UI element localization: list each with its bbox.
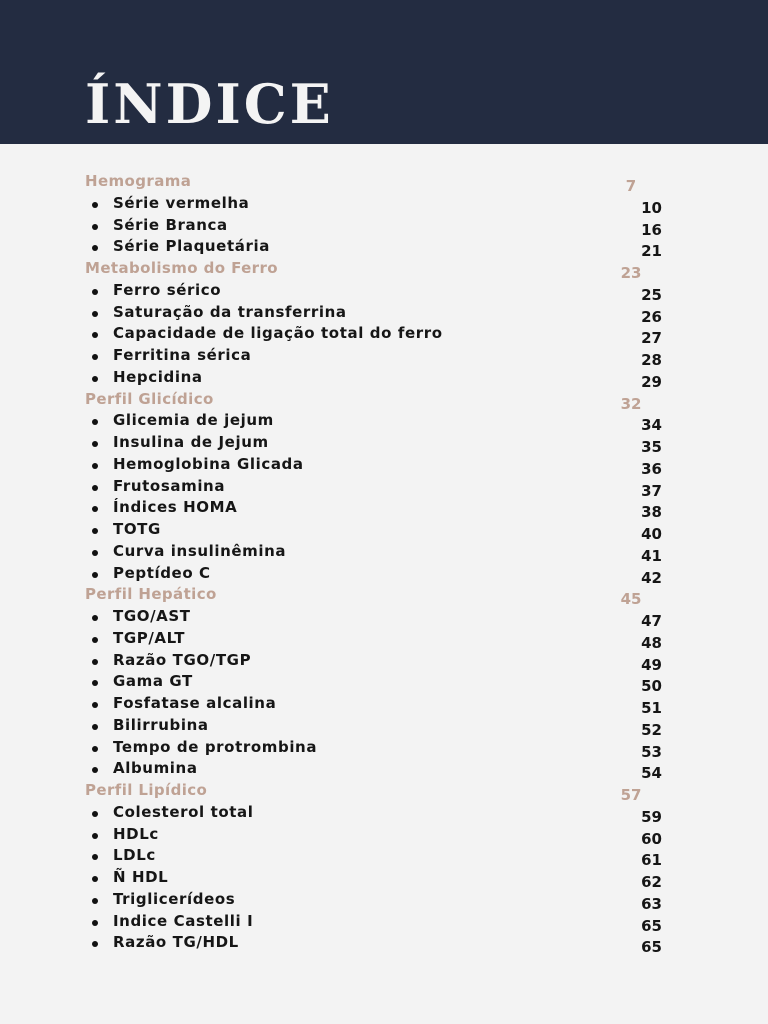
entry-label: Curva insulinêmina bbox=[113, 541, 287, 560]
bullet-icon bbox=[92, 833, 98, 839]
bullet-icon bbox=[92, 724, 98, 730]
bullet-icon bbox=[92, 224, 98, 230]
bullet-icon bbox=[92, 441, 98, 447]
bullet-icon bbox=[92, 746, 98, 752]
entry-page-number: 42 bbox=[641, 568, 662, 587]
entry-label: Albumina bbox=[113, 759, 198, 778]
entry-label: Peptídeo C bbox=[113, 563, 211, 582]
entry-page-number: 59 bbox=[641, 807, 662, 826]
toc-entry[interactable] bbox=[0, 867, 768, 889]
toc-entry[interactable] bbox=[0, 802, 768, 824]
toc-entry[interactable] bbox=[0, 345, 768, 367]
entry-label: TGO/AST bbox=[113, 607, 191, 625]
section-title: Metabolismo do Ferro bbox=[85, 259, 278, 277]
bullet-icon bbox=[92, 550, 98, 556]
entry-page-number: 41 bbox=[641, 546, 662, 565]
entry-label: Triglicerídeos bbox=[113, 889, 236, 908]
bullet-icon bbox=[92, 702, 98, 708]
toc-entry[interactable] bbox=[0, 845, 768, 870]
entry-page-number: 50 bbox=[641, 677, 662, 696]
toc-entry[interactable] bbox=[0, 671, 768, 696]
toc-entry[interactable] bbox=[0, 715, 768, 737]
toc-entry[interactable] bbox=[0, 650, 768, 672]
toc-entry[interactable] bbox=[0, 236, 768, 261]
entry-page-number: 36 bbox=[641, 459, 662, 478]
toc-entry[interactable] bbox=[0, 432, 768, 454]
bullet-icon bbox=[92, 680, 98, 686]
toc-entry[interactable] bbox=[0, 628, 768, 650]
entry-label: Fosfatase alcalina bbox=[113, 694, 277, 712]
entry-page-number: 63 bbox=[641, 894, 662, 913]
page-title: ÍNDICE bbox=[85, 72, 334, 136]
bullet-icon bbox=[92, 528, 98, 534]
toc-section[interactable] bbox=[0, 389, 768, 411]
toc-entry[interactable] bbox=[0, 410, 768, 435]
entry-page-number: 52 bbox=[641, 720, 662, 739]
section-page-number: 32 bbox=[620, 394, 642, 413]
toc-section[interactable] bbox=[0, 584, 768, 609]
section-title: Perfil Lipídico bbox=[85, 781, 208, 799]
bullet-icon bbox=[92, 376, 98, 382]
toc-entry[interactable] bbox=[0, 563, 768, 585]
entry-label: Ñ HDL bbox=[113, 868, 169, 886]
entry-label: Indice Castelli I bbox=[113, 911, 254, 930]
table-of-contents bbox=[0, 171, 768, 957]
toc-entry[interactable] bbox=[0, 824, 768, 846]
bullet-icon bbox=[92, 485, 98, 491]
entry-label: LDLc bbox=[113, 846, 156, 865]
toc-entry[interactable] bbox=[0, 476, 768, 498]
toc-section[interactable] bbox=[0, 258, 768, 280]
entry-label: Série Plaquetária bbox=[113, 237, 270, 256]
toc-entry[interactable] bbox=[0, 367, 768, 389]
toc-entry[interactable] bbox=[0, 302, 768, 324]
entry-label: Glicemia de jejum bbox=[113, 411, 274, 430]
entry-page-number: 21 bbox=[641, 242, 662, 261]
bullet-icon bbox=[92, 637, 98, 643]
bullet-icon bbox=[92, 615, 98, 621]
entry-page-number: 27 bbox=[641, 329, 662, 348]
entry-label: Bilirrubina bbox=[113, 715, 209, 734]
toc-entry[interactable] bbox=[0, 519, 768, 541]
bullet-icon bbox=[92, 506, 98, 512]
entry-label: Colesterol total bbox=[113, 802, 254, 821]
bullet-icon bbox=[92, 311, 98, 317]
section-title: Hemograma bbox=[85, 172, 192, 190]
entry-page-number: 35 bbox=[641, 438, 662, 456]
entry-label: Série Branca bbox=[113, 215, 228, 234]
bullet-icon bbox=[92, 419, 98, 425]
entry-label: Hepcidina bbox=[113, 367, 203, 386]
section-page-number: 23 bbox=[620, 264, 642, 282]
section-page-number: 7 bbox=[625, 177, 637, 195]
entry-page-number: 65 bbox=[641, 916, 662, 935]
entry-label: TGP/ALT bbox=[113, 628, 186, 647]
entry-page-number: 16 bbox=[641, 220, 662, 239]
bullet-icon bbox=[92, 811, 98, 817]
entry-label: Índices HOMA bbox=[113, 498, 238, 517]
entry-page-number: 62 bbox=[641, 873, 662, 891]
toc-entry[interactable] bbox=[0, 193, 768, 215]
entry-label: Saturação da transferrina bbox=[113, 302, 347, 321]
entry-label: HDLc bbox=[113, 824, 159, 843]
toc-entry[interactable] bbox=[0, 215, 768, 237]
entry-page-number: 26 bbox=[641, 307, 662, 326]
bullet-icon bbox=[92, 332, 98, 338]
section-page-number: 45 bbox=[620, 590, 642, 609]
entry-label: Ferritina sérica bbox=[113, 346, 252, 364]
entry-label: Gama GT bbox=[113, 672, 193, 691]
entry-page-number: 65 bbox=[641, 938, 662, 957]
entry-label: TOTG bbox=[113, 520, 161, 538]
entry-label: Razão TGO/TGP bbox=[113, 650, 252, 669]
toc-entry[interactable] bbox=[0, 606, 768, 628]
title-banner bbox=[0, 0, 768, 144]
entry-page-number: 54 bbox=[641, 764, 662, 783]
entry-page-number: 29 bbox=[641, 372, 662, 391]
entry-page-number: 40 bbox=[641, 525, 662, 543]
entry-label: Razão TG/HDL bbox=[113, 933, 239, 952]
section-page-number: 57 bbox=[620, 786, 642, 804]
toc-entry[interactable] bbox=[0, 541, 768, 563]
entry-page-number: 10 bbox=[641, 198, 662, 217]
entry-page-number: 25 bbox=[641, 285, 662, 304]
bullet-icon bbox=[92, 854, 98, 860]
entry-page-number: 53 bbox=[641, 742, 662, 761]
entry-page-number: 48 bbox=[641, 633, 662, 652]
entry-page-number: 38 bbox=[641, 503, 662, 522]
entry-page-number: 34 bbox=[641, 416, 662, 435]
bullet-icon bbox=[92, 202, 98, 208]
toc-entry[interactable] bbox=[0, 323, 768, 348]
bullet-icon bbox=[92, 463, 98, 469]
toc-section[interactable] bbox=[0, 171, 768, 193]
entry-label: Frutosamina bbox=[113, 476, 226, 495]
toc-entry[interactable] bbox=[0, 280, 768, 302]
bullet-icon bbox=[92, 289, 98, 295]
entry-label: Tempo de protrombina bbox=[113, 737, 318, 756]
section-title: Perfil Hepático bbox=[85, 585, 217, 604]
entry-page-number: 37 bbox=[641, 481, 662, 500]
entry-label: Hemoglobina Glicada bbox=[113, 454, 304, 473]
toc-entry[interactable] bbox=[0, 911, 768, 933]
toc-entry[interactable] bbox=[0, 693, 768, 715]
entry-label: Série vermelha bbox=[113, 193, 250, 212]
entry-page-number: 47 bbox=[641, 612, 662, 630]
bullet-icon bbox=[92, 920, 98, 926]
toc-entry[interactable] bbox=[0, 737, 768, 759]
entry-page-number: 28 bbox=[641, 351, 662, 369]
toc-entry[interactable] bbox=[0, 758, 768, 783]
entry-page-number: 60 bbox=[641, 829, 662, 848]
toc-entry[interactable] bbox=[0, 497, 768, 522]
bullet-icon bbox=[92, 941, 98, 947]
toc-entry[interactable] bbox=[0, 889, 768, 911]
entry-page-number: 61 bbox=[641, 851, 662, 870]
entry-label: Insulina de Jejum bbox=[113, 433, 269, 451]
bullet-icon bbox=[92, 767, 98, 773]
bullet-icon bbox=[92, 659, 98, 665]
entry-label: Ferro sérico bbox=[113, 280, 222, 299]
entry-label: Capacidade de ligação total do ferro bbox=[113, 324, 443, 343]
entry-page-number: 49 bbox=[641, 655, 662, 674]
section-title: Perfil Glicídico bbox=[85, 389, 214, 408]
bullet-icon bbox=[92, 245, 98, 251]
toc-entry[interactable] bbox=[0, 454, 768, 476]
bullet-icon bbox=[92, 354, 98, 360]
entry-page-number: 51 bbox=[641, 699, 662, 717]
toc-section[interactable] bbox=[0, 780, 768, 802]
toc-entry[interactable] bbox=[0, 932, 768, 957]
bullet-icon bbox=[92, 572, 98, 578]
bullet-icon bbox=[92, 876, 98, 882]
bullet-icon bbox=[92, 898, 98, 904]
